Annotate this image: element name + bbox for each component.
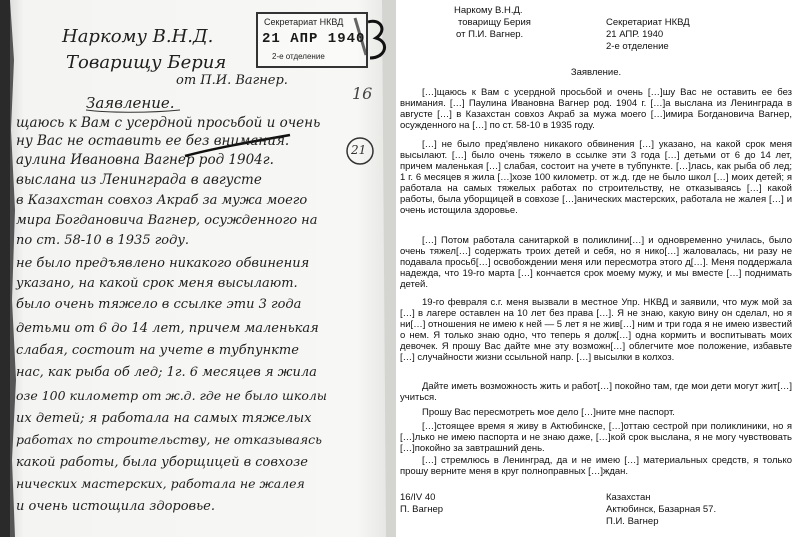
hw-line-12: не было предъявлено никакого обвинения	[16, 256, 310, 271]
hw-line-17: нас, как рыба об лед; 1г. 6 месяцев я жила	[16, 365, 317, 380]
hw-line-4: Заявление.	[86, 94, 175, 112]
hw-line-14: было очень тяжело в ссылке эти 3 года	[16, 297, 302, 312]
handwritten-circled-number: 21	[351, 143, 367, 157]
paragraph-1: […]щаюсь к Вам с усердной просьбой и очень […]шу Вас не оставить ее без внимания. […] Паулина Ивановна Вагнер род. 1904 г. […]а выслана из Ленинграда в августе […] в Казахстан совхоз Акраб за мужа моего […]имира Богдановича Вагнер, осужденного на […] по ст. 58-10 в 1935 году.	[400, 87, 792, 131]
hw-line-20: работах по строительству, не отказываясь	[16, 432, 322, 447]
hw-line-6: ну Вас не оставить ее без внимания.	[16, 133, 290, 149]
stamp-date: 21 АПР 1940	[262, 31, 366, 47]
paragraph-8: […] стремлюсь в Ленинград, да и не имею […] материальных средств, я только прошу верните меня в круг полноправных […]ждан.	[400, 455, 792, 477]
addressee-line-2: товарищу Берия	[458, 17, 531, 28]
document-title: Заявление.	[570, 67, 622, 78]
hw-line-3: от П.И. Вагнер.	[176, 73, 288, 88]
hw-line-10: мира Богдановича Вагнер, осужденного на	[16, 213, 318, 228]
hw-line-19: их детей; я работала на самых тяжелых	[16, 411, 312, 426]
stamp-department: 2-е отделение	[272, 52, 325, 61]
hw-line-11: по ст. 58-10 в 1935 году.	[16, 233, 190, 248]
hw-line-13: указано, на какой срок меня высылают.	[16, 276, 298, 291]
handwritten-margin-number: 16	[352, 84, 373, 103]
hw-line-18: озе 100 километр от ж.д. где не было школы	[16, 388, 327, 403]
sender-address: Актюбинск, Базарная 57.	[606, 504, 717, 515]
hw-line-9: в Казахстан совхоз Акраб за мужа моего	[16, 193, 308, 208]
registration-line-3: 2-е отделение	[606, 41, 669, 52]
paragraph-2: […] не было пред'явлено никакого обвинения […] указано, на какой срок меня высылают. […] было очень тяжело в ссылке эти 3 года […] детьми от 6 до 14 лет, причем маленькая […] слабая, состоит на учете в тубпункте. […]лась, как рыба об лед; 1 г. 6 месяцев я жила […]хозе 100 километр. от ж.д. где не было школ […] моих детей; я работала на самых тяжелых работах по строительству, не отказываясь […] какой работы, была уборщицей в совхозе […]анических мастерских, работала не жалея […] и очень истощила здоровье.	[400, 139, 792, 216]
hw-line-15: детьми от 6 до 14 лет, причем маленькая	[16, 321, 319, 336]
hw-line-22: нических мастерских, работала не жалея	[16, 476, 305, 491]
registration-line-2: 21 АПР. 1940	[606, 29, 664, 40]
addressee-line-1: Наркому В.Н.Д.	[454, 5, 523, 16]
paragraph-3: […] Потом работала санитаркой в поликлини[…] и одновременно училась, было очень тяжел[…] содержать троих детей и себя, но я нико[…] жаловалась, ни разу не подавала просьб[…] освобождении меня или пересмотра этого д[…]. Меня поддержала надежда, что 19-го марта […] кончается срок моему мужу, и мы вместе […] поднимать детей.	[400, 235, 792, 290]
sender-name: П.И. Вагнер	[606, 516, 659, 527]
paragraph-5: Дайте иметь возможность жить и работ[…] покойно там, где мои дети могут жит[…] учиться.	[400, 381, 792, 403]
hw-line-2: Товарищу Берия	[66, 52, 227, 73]
hw-line-7: аулина Ивановна Вагнер род 1904г.	[16, 152, 274, 168]
hw-line-8: выслана из Ленинграда в августе	[16, 172, 262, 188]
hw-line-23: и очень истощила здоровье.	[16, 499, 216, 514]
hw-line-1: Наркому В.Н.Д.	[62, 26, 214, 47]
hw-line-21: какой работы, была уборщицей в совхозе	[16, 455, 308, 470]
transcription	[400, 0, 792, 537]
stamp-secretariat: Секретариат НКВД	[264, 17, 344, 27]
signature-date: 16/IV 40	[400, 492, 436, 503]
letter-scan	[0, 0, 396, 537]
registration-line-1: Секретариат НКВД	[606, 17, 690, 28]
paragraph-6: Прошу Вас пересмотреть мое дело […]ните мне паспорт.	[422, 407, 675, 418]
paragraph-4: 19-го февраля с.г. меня вызвали в местное Упр. НКВД и заявили, что муж мой за […] в лагере оставлен на 10 лет без права […]. Я не знаю, какую вину он сделал, но я ни[…] отношения не имею к ней — 5 лет я не жив[…] ним и три года я не имею известий о нем. Я только знаю одно, что теперь я долж[…] одна кормить и воспитывать моих девочек. Я прошу Вас дайте мне эту возможн[…] облегчите мое положение, избавьте […] случайности жизни ссыльной напр. […] высылки в колхоз.	[400, 297, 792, 363]
hw-line-5: щаюсь к Вам с усердной просьбой и очень	[16, 115, 321, 131]
sender-region: Казахстан	[606, 492, 651, 503]
addressee-line-3: от П.И. Вагнер.	[456, 29, 524, 40]
paragraph-7: […]стоящее время я живу в Актюбинске, […]оттаю сестрой при поликлиники, но я […]лько не имею паспорта и не знаю даже, […]кой срок выслана, я не могу чувствовать […]покойно за завтрашний день.	[400, 421, 792, 454]
signature-name-short: П. Вагнер	[400, 504, 444, 515]
hw-line-16: слабая, состоит на учете в тубпункте	[16, 343, 299, 358]
